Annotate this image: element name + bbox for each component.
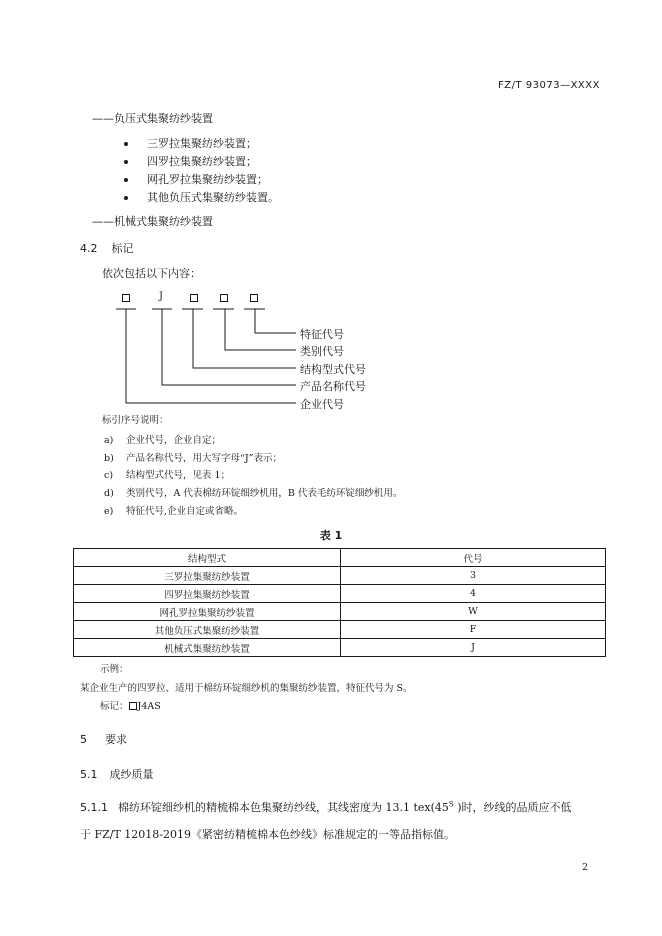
table-cell: J [341, 639, 606, 657]
example-mark: 标记： J4AS [100, 701, 161, 712]
diagram-label: 特征代号 [300, 328, 344, 341]
document-code: FZ/T 93073—XXXX [498, 80, 600, 91]
section-5-1-1-line2: 于 FZ/T 12018-2019《紧密纺精梳棉本色纱线》标准规定的一等品指标值。 [80, 828, 456, 841]
structure-code-table [73, 548, 606, 657]
diagram-label: 企业代号 [300, 398, 344, 411]
note-item: b) 产品名称代号，用大写字母“J”表示； [104, 453, 283, 464]
table-cell: 其他负压式集聚纺纱装置 [74, 621, 341, 639]
table-row [74, 639, 606, 657]
section-5-1-1-line1: 5.1.1 棉纺环锭细纱机的精梳棉本色集聚纺纱线，其线密度为 13.1 $tex(45^S$ )时，纱线的品质应不低 [80, 800, 572, 814]
negative-pressure-heading: ——负压式集聚纺纱装置 [92, 112, 213, 125]
note-item: e) 特征代号,企业自定或省略。 [104, 506, 244, 517]
list-item: 网孔罗拉集聚纺纱装置； [124, 171, 268, 187]
table-caption: 表 1 [319, 529, 343, 542]
table-header-cell: 代号 [341, 549, 606, 567]
diagram-label: 类别代号 [300, 345, 344, 358]
product-code-letter: J [159, 291, 164, 302]
list-item: 三罗拉集聚纺纱装置； [124, 135, 257, 151]
table-row [74, 567, 606, 585]
table-row [74, 585, 606, 603]
note-item: a) 企业代号，企业自定； [104, 435, 222, 446]
table-cell: W [341, 603, 606, 621]
section-4-2-intro: 依次包括以下内容： [102, 267, 201, 280]
page-number: 2 [581, 862, 588, 873]
table-cell: 三罗拉集聚纺纱装置 [74, 567, 341, 585]
section-5-heading: 5 要求 [80, 733, 127, 746]
table-header-cell: 结构型式 [74, 549, 341, 567]
diagram-label: 产品名称代号 [300, 380, 366, 393]
table-cell: 机械式集聚纺纱装置 [74, 639, 341, 657]
list-item: 其他负压式集聚纺纱装置。 [124, 189, 279, 205]
table-cell: 四罗拉集聚纺纱装置 [74, 585, 341, 603]
mechanical-heading: ——机械式集聚纺纱装置 [92, 215, 213, 228]
table-cell: F [341, 621, 606, 639]
table-row [74, 603, 606, 621]
list-item: 四罗拉集聚纺纱装置； [124, 153, 257, 169]
table-cell: 3 [341, 567, 606, 585]
section-4-2-heading: 4.2 标记 [80, 242, 134, 255]
note-item: c) 结构型式代号，见表 1； [104, 470, 231, 481]
notes-title: 标引序号说明： [102, 415, 169, 426]
note-item: d) 类别代号，A 代表棉纺环锭细纱机用，B 代表毛纺环锭细纱机用。 [104, 488, 403, 499]
section-5-1-heading: 5.1 成纱质量 [80, 768, 154, 781]
diagram-label: 结构型式代号 [300, 363, 366, 376]
table-header-row [74, 549, 606, 567]
table-cell: 网孔罗拉集聚纺纱装置 [74, 603, 341, 621]
example-box-icon [129, 702, 137, 710]
example-text: 某企业生产的四罗拉、适用于棉纺环锭细纱机的集聚纺纱装置，特征代号为 S。 [80, 683, 413, 694]
example-label: 示例： [100, 664, 129, 675]
table-row [74, 621, 606, 639]
table-cell: 4 [341, 585, 606, 603]
